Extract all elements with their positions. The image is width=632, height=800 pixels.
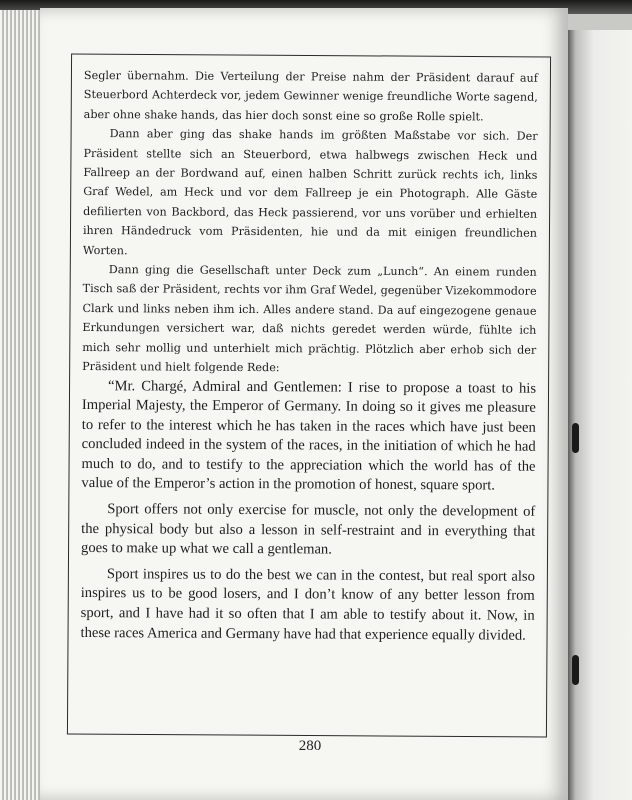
paragraph-en: “Mr. Chargé, Admiral and Gentlemen: I rise to propose a toast to his Imperial Majesty, the Emperor of Germany. In doing so it gives me pleasure to refer to the interest which he has taken in the races which have just been concluded indeed in the system of the races, in the initiation of which he had much to do, and to testify to the appreciation which the world has of the value of the Emperor’s action in the promotion of honest, square sport. <box>81 377 537 494</box>
paragraph-de: Segler übernahm. Die Verteilung der Preise nahm der Präsident darauf auf Steuerbord Achterdeck vor, jedem Gewinner wenige freundliche Worte sagend, aber ohne shake hands, das hier doch sonst eine so große Rolle spielt. <box>83 68 538 124</box>
facing-page <box>568 30 632 800</box>
paragraph-de: Dann ging die Gesellschaft unter Deck zum „Lunch“. An einem runden Tisch saß der Präsident, rechts vor ihm Graf Wedel, gegenüber Vizekommodore Clark und links neben ihm ich. Alles andere stand. Da auf eingezogene genaue Erkundungen versichert war, daß nichts geredet werden würde, fühlte ich mich sehr mollig und unterhielt mich prächtig. Plötzlich aber erhob sich der Präsident und hielt folgende Rede: <box>82 263 537 375</box>
book-page-edges <box>0 10 40 800</box>
binding-ring <box>572 655 579 685</box>
paragraph-en: Sport inspires us to do the best we can in the contest, but real sport also inspires us to be good losers, and I don’t know of any better lesson from sport, and I have had it so often that I am able to testify about it. Now, in these races America and Germany have had that experience equally divided. <box>80 565 535 644</box>
binding-ring <box>572 423 579 453</box>
paragraph-de: Dann aber ging das shake hands im größten Maßstabe vor sich. Der Präsident stellte sich an Steuerbord, etwa halbwegs zwischen Heck und Fallreep an der Bordwand auf, einen halben Schritt zurück rechts ich, links Graf Wedel, am Heck und vor dem Fallreep je ein Photograph. Alle Gäste defilierten von Backbord, das Heck passierend, vor uns vorüber und erhielten ihren Händedruck vom Präsidenten, hie und da mit einigen freundlichen Worten. <box>82 127 538 257</box>
page-number: 280 <box>298 738 322 754</box>
paragraph-en: Sport offers not only exercise for muscle, not only the development of the physical body but also a lesson in self-restraint and in everything that goes to make up what we call a gentleman. <box>81 501 536 558</box>
page-body <box>80 66 538 646</box>
